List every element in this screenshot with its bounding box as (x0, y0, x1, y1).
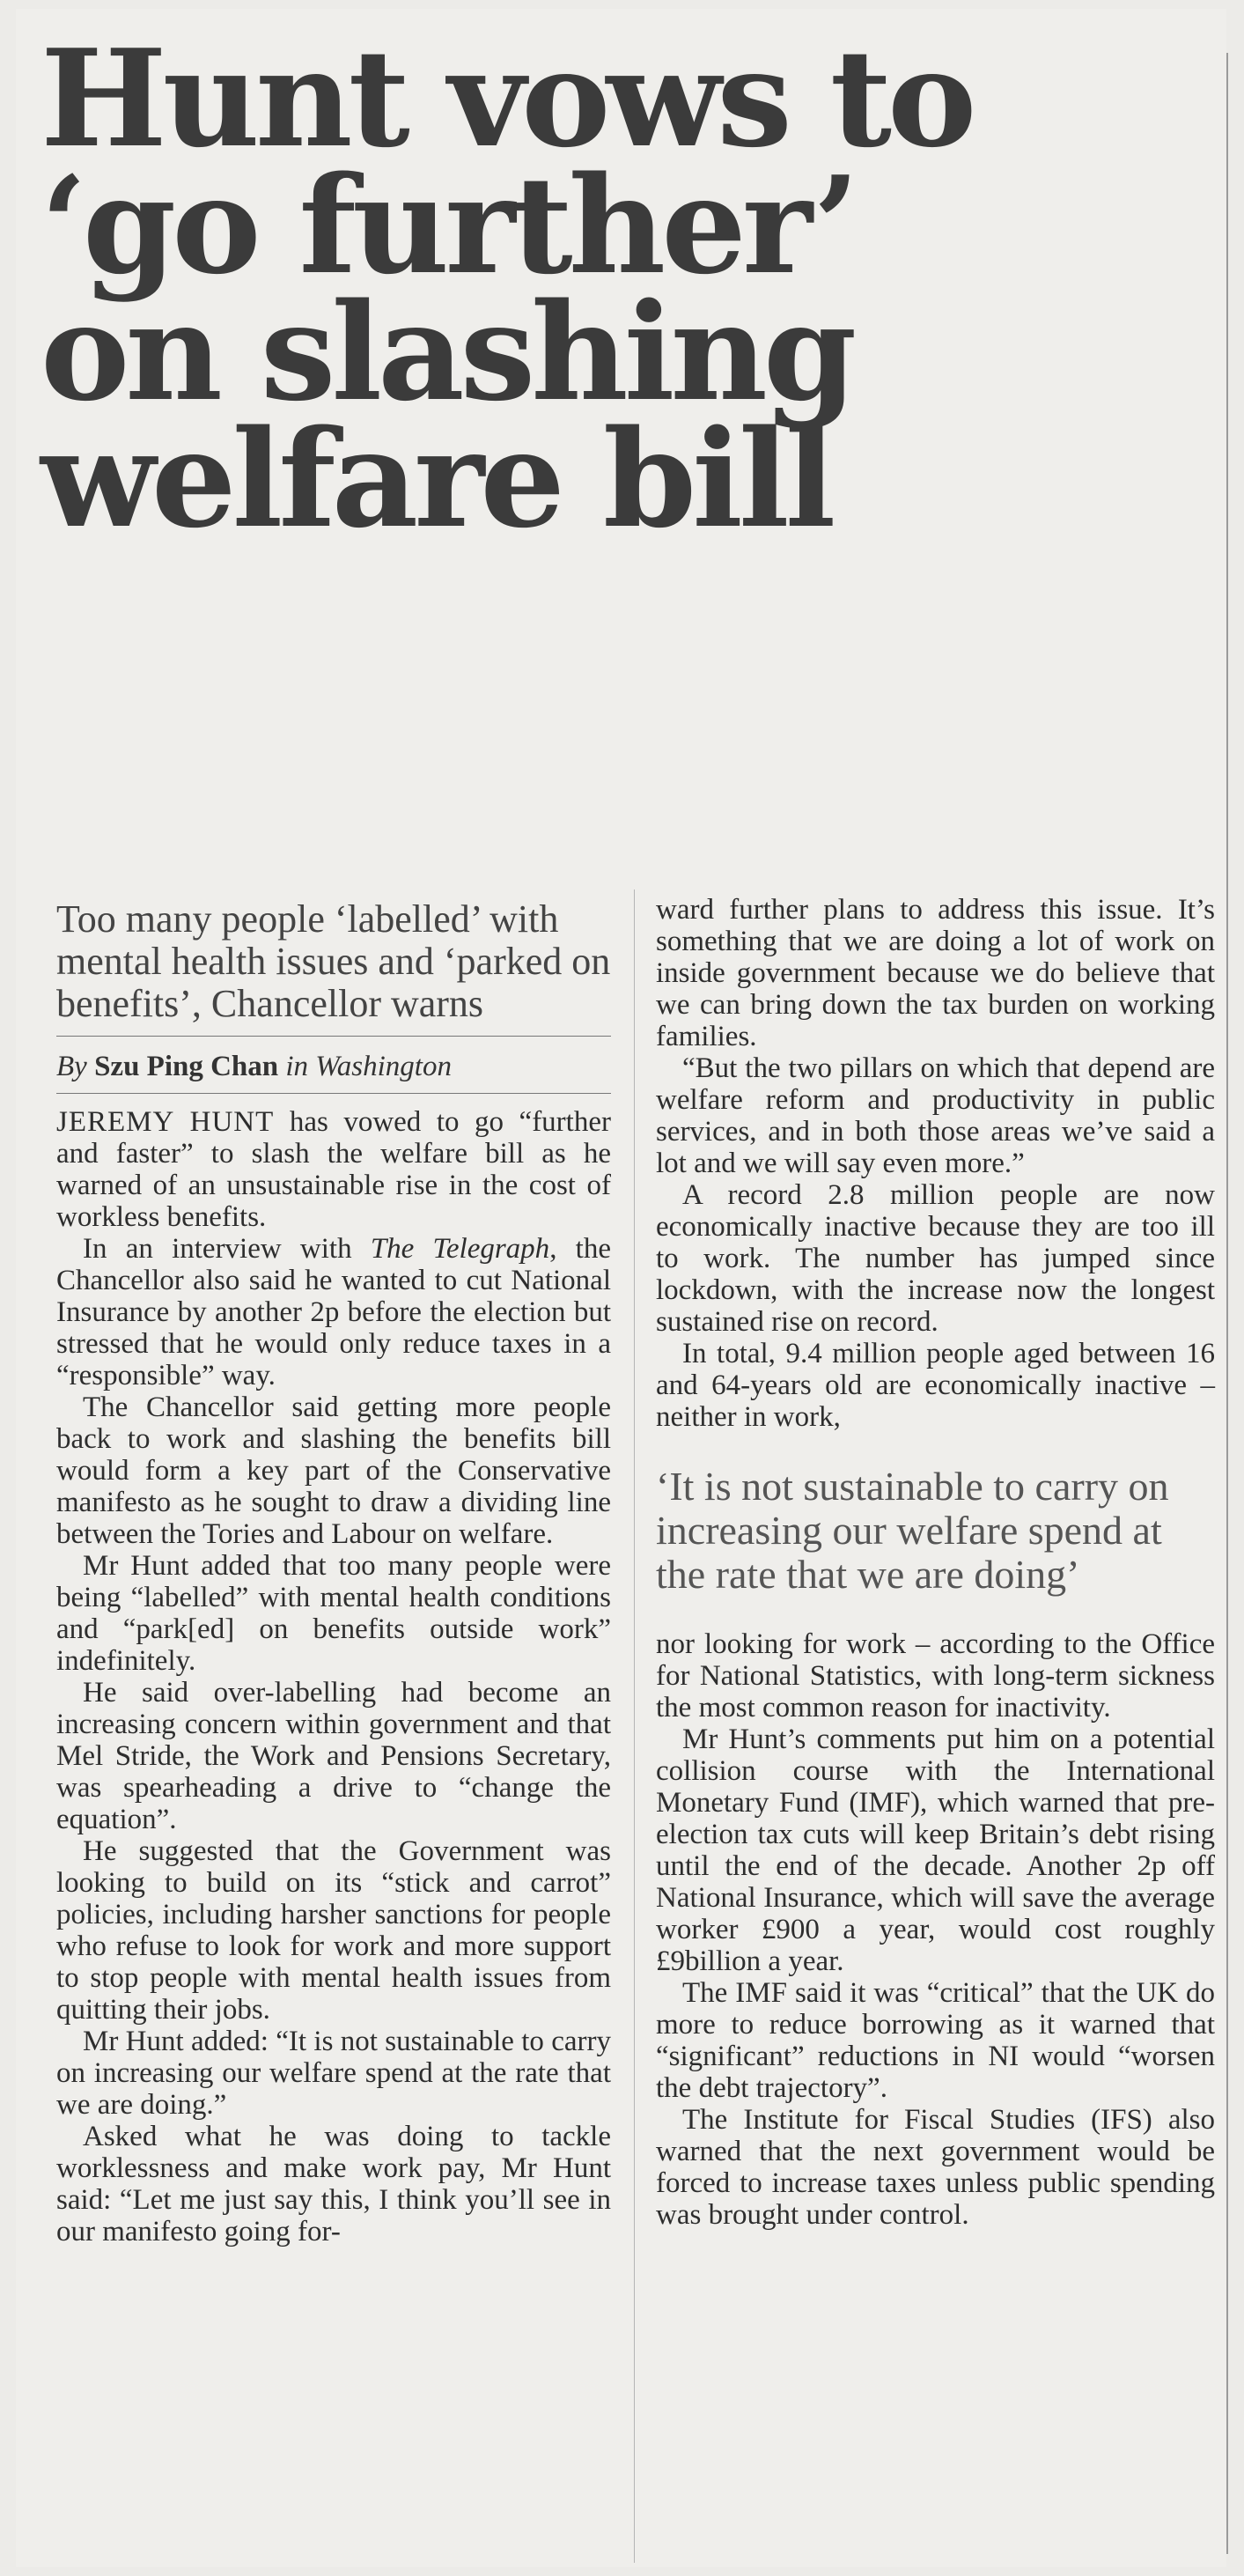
headline-line-1: Hunt vows to (40, 19, 973, 177)
body-paragraph: Mr Hunt’s comments put him on a potential collision course with the International Monetary Fund (IMF), which warned that pre-election tax cuts will keep Britain’s debt rising until the end of the decade. Another 2p off National Insurance, which will save the average worker £900 a year, would cost roughly £9billion a year. (656, 1723, 1215, 1977)
standfirst: Too many people ‘labelled’ with mental health issues and ‘parked on benefits’, Chancellor warns (56, 897, 611, 1025)
body-paragraph: Mr Hunt added that too many people were being “labelled” with mental health conditions and “park[ed] on benefits outside work” indefinitely. (56, 1550, 611, 1677)
right-column (656, 894, 1215, 2231)
body-paragraph: The Chancellor said getting more people back to work and slashing the benefits bill would form a key part of the Conservative manifesto as he sought to draw a dividing line between the Tories and Labour on welfare. (56, 1391, 611, 1550)
body-paragraph: ward further plans to address this issue. It’s something that we are doing a lot of work on inside government because we do believe that we can bring down the tax burden on working families. (656, 894, 1215, 1052)
body-paragraph: Asked what he was doing to tackle worklessness and make work pay, Mr Hunt said: “Let me just say this, I think you’ll see in our manifesto going for- (56, 2121, 611, 2248)
body-paragraph: nor looking for work – according to the Office for National Statistics, with long-term sickness the most common reason for inactivity. (656, 1628, 1215, 1723)
headline-line-3: on slashing (40, 273, 853, 431)
body-paragraph: The IMF said it was “critical” that the UK do more to reduce borrowing as it warned that “significant” reductions in NI would “worsen the debt trajectory”. (656, 1977, 1215, 2104)
publication-title: The Telegraph (370, 1233, 550, 1265)
body-paragraph: A record 2.8 million people are now economically inactive because they are too ill to work. The number has jumped since lockdown, with the increase now the longest sustained rise on record. (656, 1179, 1215, 1338)
body-paragraph: In total, 9.4 million people aged between 16 and 64-years old are economically inactive – neither in work, (656, 1338, 1215, 1433)
column-divider (634, 889, 635, 2563)
body-paragraph (56, 1106, 611, 1233)
headline (40, 19, 1185, 557)
body-paragraph: He suggested that the Government was looking to build on its “stick and carrot” policies, including harsher sanctions for people who refuse to look for work and more support to stop people with mental health issues from quitting their jobs. (56, 1835, 611, 2026)
byline (56, 1049, 611, 1084)
body-paragraph: The Institute for Fiscal Studies (IFS) also warned that the next government would be forced to increase taxes unless public spending was brought under control. (656, 2104, 1215, 2231)
lead-in: JEREMY HUNT (56, 1106, 275, 1138)
byline-rule-bottom (56, 1093, 611, 1094)
headline-line-4: welfare bill (40, 400, 832, 557)
column-edge-rule (1226, 53, 1228, 2554)
body-text: has vowed to go “further and faster” to slash the welfare bill as he warned of an unsustainable rise in the cost of workless benefits. (56, 1106, 611, 1233)
byline-prefix: By (56, 1051, 87, 1082)
body-paragraph: Mr Hunt added: “It is not sustainable to carry on increasing our welfare spend at the rate that we are doing.” (56, 2026, 611, 2121)
pull-quote: ‘It is not sustainable to carry on increasing our welfare spend at the rate that we are doing’ (656, 1464, 1169, 1597)
byline-author: Szu Ping Chan (94, 1051, 279, 1082)
byline-location: in Washington (285, 1051, 452, 1082)
body-paragraph: “But the two pillars on which that depend are welfare reform and productivity in public services, and in both those areas we’ve said a lot and we will say even more.” (656, 1052, 1215, 1179)
headline-line-2: ‘go further’ (40, 146, 856, 304)
byline-rule (56, 1036, 611, 1037)
body-paragraph: He said over-labelling had become an increasing concern within government and that Mel Stride, the Work and Pensions Secretary, was spearheading a drive to “change the equation”. (56, 1677, 611, 1835)
body-text: , the Chancellor also said he wanted to cut National Insurance by another 2p before the election but stressed that he would only reduce taxes in a “responsible” way. (56, 1233, 611, 1391)
left-column (56, 898, 611, 2248)
body-paragraph (56, 1233, 611, 1391)
body-text: In an interview with (83, 1233, 371, 1265)
